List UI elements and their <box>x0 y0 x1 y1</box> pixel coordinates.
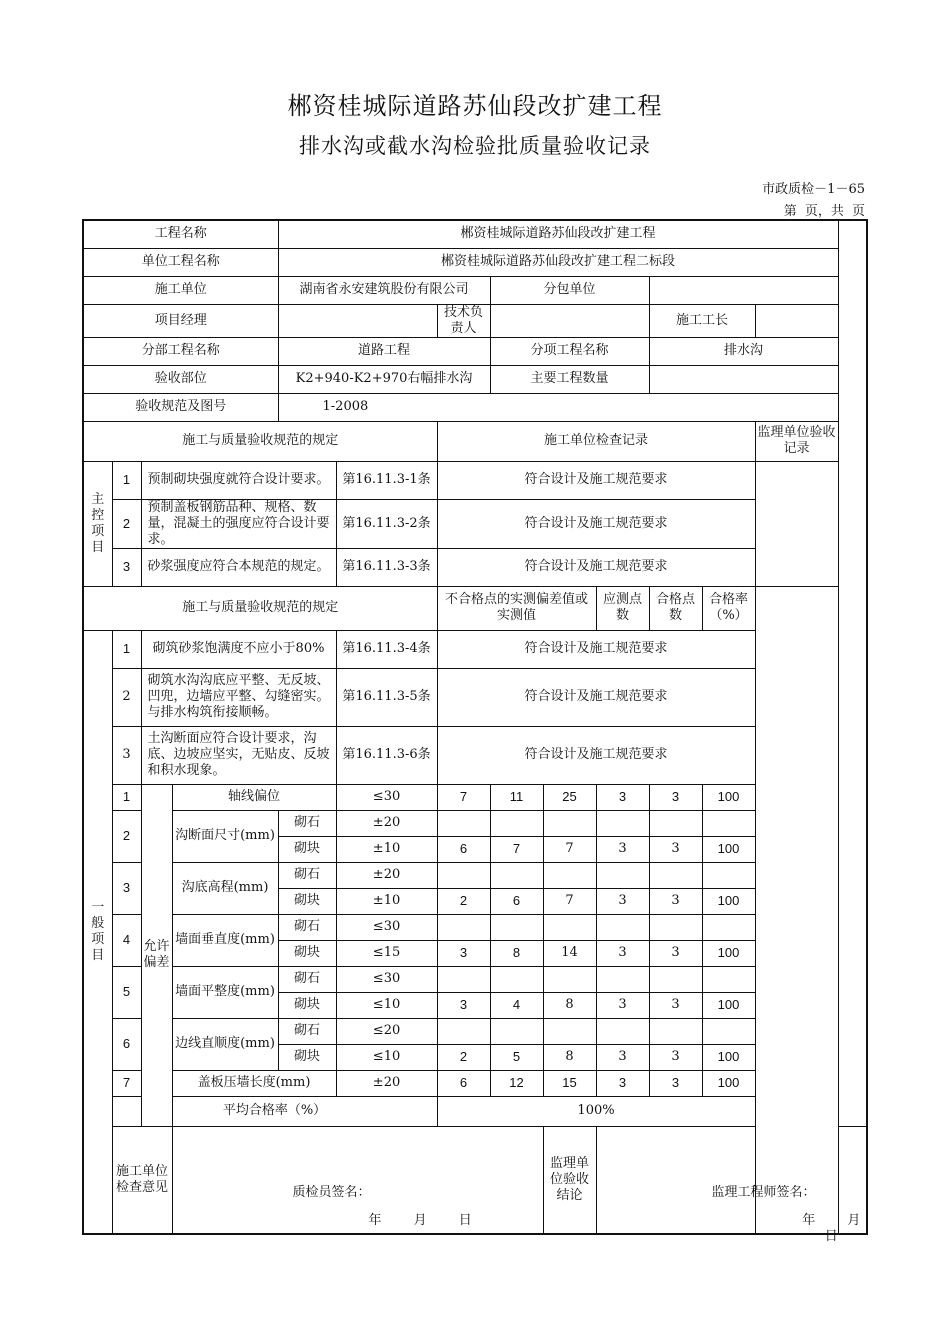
general-section-label: 一般项目 <box>83 630 112 1234</box>
tol-v3 <box>543 1018 596 1044</box>
tol-v2 <box>490 966 543 992</box>
tol-v2 <box>490 914 543 940</box>
tol-sub: 砌块 <box>278 940 336 966</box>
tol-name: 墙面垂直度(mm) <box>172 914 278 966</box>
tol-std: ±10 <box>336 888 437 914</box>
tol-pass <box>649 966 702 992</box>
contractor-opinion-label: 施工单位检查意见 <box>112 1126 172 1234</box>
tol-v2: 12 <box>490 1070 543 1096</box>
tol-v1 <box>437 966 490 992</box>
gen-item-no: 2 <box>112 668 141 726</box>
engineer-signature-label: 监理工程师签名： <box>711 1184 816 1200</box>
tol-v1 <box>437 1018 490 1044</box>
tol-std: ±20 <box>336 862 437 888</box>
tol-v3: 8 <box>543 1044 596 1070</box>
unit-project-label: 单位工程名称 <box>83 248 278 276</box>
mc-spec-header: 施工与质量验收规范的规定 <box>83 421 437 461</box>
tol-points: 3 <box>596 992 649 1018</box>
gen-item-clause: 第16.11.3-6条 <box>336 726 437 784</box>
tol-v3 <box>543 966 596 992</box>
mc-item-clause: 第16.11.3-2条 <box>336 499 437 548</box>
mc-supervision-cell <box>755 461 838 586</box>
tol-sub: 砌块 <box>278 888 336 914</box>
tol-v3 <box>543 862 596 888</box>
tol-v1: 2 <box>437 888 490 914</box>
tol-points: 3 <box>596 940 649 966</box>
tol-v3 <box>543 914 596 940</box>
tol-no: 7 <box>112 1070 141 1096</box>
pm-label: 项目经理 <box>83 304 278 337</box>
tol-v3: 7 <box>543 836 596 862</box>
tol-std: ≤30 <box>336 914 437 940</box>
tol-v3: 14 <box>543 940 596 966</box>
gen-item-clause: 第16.11.3-5条 <box>336 668 437 726</box>
tol-points <box>596 862 649 888</box>
tol-sub: 砌块 <box>278 992 336 1018</box>
mc-record-header: 施工单位检查记录 <box>437 421 755 461</box>
tol-sub: 砌石 <box>278 862 336 888</box>
mc-item-text: 预制盖板钢筋品种、规格、数量，混凝土的强度应符合设计要求。 <box>141 499 336 548</box>
foreman-label: 施工工长 <box>649 304 755 337</box>
tol-v2: 11 <box>490 784 543 810</box>
tol-std: ±10 <box>336 836 437 862</box>
inspector-signature-label: 质检员签名： <box>292 1184 371 1200</box>
tol-sub: 砌块 <box>278 836 336 862</box>
tol-points <box>596 1018 649 1044</box>
mc-item-no: 3 <box>112 548 141 586</box>
gen-item-text: 土沟断面应符合设计要求，沟底、边坡应坚实，无贴皮、反坡和积水现象。 <box>141 726 336 784</box>
tol-points <box>596 914 649 940</box>
tol-rate: 100 <box>702 784 755 810</box>
gen-pass-header: 合格点数 <box>649 586 702 630</box>
location-label: 验收部位 <box>83 365 278 393</box>
tol-name: 边线直顺度(mm) <box>172 1018 278 1070</box>
tol-name: 轴线偏位 <box>172 784 336 810</box>
division-label: 分部工程名称 <box>83 337 278 365</box>
tol-points: 3 <box>596 784 649 810</box>
subcontractor-label: 分包单位 <box>490 276 649 304</box>
page-subtitle: 排水沟或截水沟检验批质量验收记录 <box>299 134 651 158</box>
avg-rate-value: 100% <box>437 1096 755 1126</box>
tol-v2 <box>490 1018 543 1044</box>
tol-sub: 砌石 <box>278 1018 336 1044</box>
gen-item-record: 符合设计及施工规范要求 <box>437 668 755 726</box>
standard-value: 1-2008 <box>278 393 838 421</box>
contractor-value: 湖南省永安建筑股份有限公司 <box>278 276 490 304</box>
mc-item-text: 预制砌块强度就符合设计要求。 <box>141 461 336 499</box>
form-code: 市政质检－1－65 <box>762 182 865 197</box>
contractor-opinion-cell <box>172 1126 543 1234</box>
tol-rate: 100 <box>702 1044 755 1070</box>
tol-pass: 3 <box>649 940 702 966</box>
tol-std: ≤15 <box>336 940 437 966</box>
tol-name: 沟底高程(mm) <box>172 862 278 914</box>
tolerance-label: 允许偏差 <box>141 784 172 1126</box>
tol-v3: 25 <box>543 784 596 810</box>
tol-std: ≤10 <box>336 1044 437 1070</box>
tol-pass: 3 <box>649 836 702 862</box>
gen-item-text: 砌筑水沟沟底应平整、无反坡、凹兜，边墙应平整、勾缝密实。与排水构筑衔接顺畅。 <box>141 668 336 726</box>
mc-item-clause: 第16.11.3-1条 <box>336 461 437 499</box>
mc-item-record: 符合设计及施工规范要求 <box>437 461 755 499</box>
tol-std: ≤30 <box>336 784 437 810</box>
gen-item-record: 符合设计及施工规范要求 <box>437 726 755 784</box>
avg-rate-label: 平均合格率（%） <box>112 1096 437 1126</box>
tol-rate: 100 <box>702 888 755 914</box>
pm-value <box>278 304 437 337</box>
tol-pass <box>649 862 702 888</box>
supervisor-date: 年 月 日 <box>802 1212 861 1244</box>
tol-points: 3 <box>596 1070 649 1096</box>
tol-v2 <box>490 862 543 888</box>
tol-v2: 7 <box>490 836 543 862</box>
tol-pass: 3 <box>649 1070 702 1096</box>
contractor-date: 年 月 日 <box>368 1212 472 1228</box>
tol-points: 3 <box>596 888 649 914</box>
tol-v2: 5 <box>490 1044 543 1070</box>
division-value: 道路工程 <box>278 337 490 365</box>
tol-v1: 2 <box>437 1044 490 1070</box>
project-name-value: 郴资桂城际道路苏仙段改扩建工程 <box>278 220 838 248</box>
tol-std: ≤10 <box>336 992 437 1018</box>
foreman-value <box>755 304 838 337</box>
tol-rate <box>702 810 755 836</box>
item-label: 分项工程名称 <box>490 337 649 365</box>
tol-rate <box>702 862 755 888</box>
tol-rate <box>702 1018 755 1044</box>
item-value: 排水沟 <box>649 337 838 365</box>
tol-no: 5 <box>112 966 141 1018</box>
tol-name: 沟断面尺寸(mm) <box>172 810 278 862</box>
tol-v1: 6 <box>437 836 490 862</box>
tol-sub: 砌石 <box>278 914 336 940</box>
quantity-label: 主要工程数量 <box>490 365 649 393</box>
contractor-label: 施工单位 <box>83 276 278 304</box>
tol-v2: 8 <box>490 940 543 966</box>
tol-v3 <box>543 810 596 836</box>
tol-v1 <box>437 862 490 888</box>
supervisor-conclusion-cell <box>596 1126 867 1244</box>
gen-item-clause: 第16.11.3-4条 <box>336 630 437 668</box>
tol-sub: 砌块 <box>278 1044 336 1070</box>
gen-spec-header: 施工与质量验收规范的规定 <box>83 586 437 630</box>
tol-std: ≤20 <box>336 1018 437 1044</box>
tol-rate: 100 <box>702 1070 755 1096</box>
mc-item-record: 符合设计及施工规范要求 <box>437 548 755 586</box>
main-control-section-label: 主控项目 <box>83 461 112 586</box>
gen-item-record: 符合设计及施工规范要求 <box>437 630 755 668</box>
tol-points <box>596 966 649 992</box>
tol-pass <box>649 810 702 836</box>
tol-sub: 砌石 <box>278 966 336 992</box>
location-value: K2+940-K2+970右幅排水沟 <box>278 365 490 393</box>
tol-name: 墙面平整度(mm) <box>172 966 278 1018</box>
mc-supervision-header: 监理单位验收记录 <box>755 421 838 461</box>
tol-v1: 6 <box>437 1070 490 1096</box>
tol-v2: 6 <box>490 888 543 914</box>
gen-item-no: 1 <box>112 630 141 668</box>
tol-std: ±20 <box>336 810 437 836</box>
mc-item-clause: 第16.11.3-3条 <box>336 548 437 586</box>
tol-pass: 3 <box>649 784 702 810</box>
tol-rate <box>702 914 755 940</box>
tol-pass: 3 <box>649 888 702 914</box>
tol-pass: 3 <box>649 1044 702 1070</box>
gen-item-no: 3 <box>112 726 141 784</box>
subcontractor-value <box>649 276 838 304</box>
tol-v3: 8 <box>543 992 596 1018</box>
tol-rate <box>702 966 755 992</box>
tol-v3: 15 <box>543 1070 596 1096</box>
mc-item-no: 1 <box>112 461 141 499</box>
tol-v1: 3 <box>437 992 490 1018</box>
tol-v2: 4 <box>490 992 543 1018</box>
tol-points: 3 <box>596 836 649 862</box>
tol-rate: 100 <box>702 992 755 1018</box>
tol-v3: 7 <box>543 888 596 914</box>
tol-rate: 100 <box>702 940 755 966</box>
unit-project-value: 郴资桂城际道路苏仙段改扩建工程二标段 <box>278 248 838 276</box>
mc-item-text: 砂浆强度应符合本规范的规定。 <box>141 548 336 586</box>
tech-value <box>490 304 649 337</box>
tol-v1 <box>437 914 490 940</box>
mc-item-no: 2 <box>112 499 141 548</box>
tol-std: ±20 <box>336 1070 437 1096</box>
tol-points <box>596 810 649 836</box>
gen-measure-header: 不合格点的实测偏差值或实测值 <box>437 586 596 630</box>
page-title: 郴资桂城际道路苏仙段改扩建工程 <box>287 92 663 120</box>
tol-no: 4 <box>112 914 141 966</box>
tol-v1: 7 <box>437 784 490 810</box>
tech-label: 技术负责人 <box>437 304 490 337</box>
tol-no: 2 <box>112 810 141 862</box>
mc-item-record: 符合设计及施工规范要求 <box>437 499 755 548</box>
project-name-label: 工程名称 <box>83 220 278 248</box>
tol-no: 1 <box>112 784 141 810</box>
tol-no: 6 <box>112 1018 141 1070</box>
tol-pass <box>649 914 702 940</box>
page-counter: 第 页，共 页 <box>783 204 865 219</box>
inspection-table <box>82 219 868 1244</box>
tol-name: 盖板压墙长度(mm) <box>172 1070 336 1096</box>
tol-v1: 3 <box>437 940 490 966</box>
tol-sub: 砌石 <box>278 810 336 836</box>
tol-pass: 3 <box>649 992 702 1018</box>
tol-rate: 100 <box>702 836 755 862</box>
gen-item-text: 砌筑砂浆饱满度不应小于80% <box>141 630 336 668</box>
tol-points: 3 <box>596 1044 649 1070</box>
tol-v1 <box>437 810 490 836</box>
standard-label: 验收规范及图号 <box>83 393 278 421</box>
supervisor-conclusion-label: 监理单位验收结论 <box>543 1126 596 1234</box>
quantity-value <box>649 365 838 393</box>
tol-no: 3 <box>112 862 141 914</box>
tol-pass <box>649 1018 702 1044</box>
gen-points-header: 应测点数 <box>596 586 649 630</box>
tol-v2 <box>490 810 543 836</box>
tol-std: ≤30 <box>336 966 437 992</box>
gen-rate-header: 合格率（%） <box>702 586 755 630</box>
